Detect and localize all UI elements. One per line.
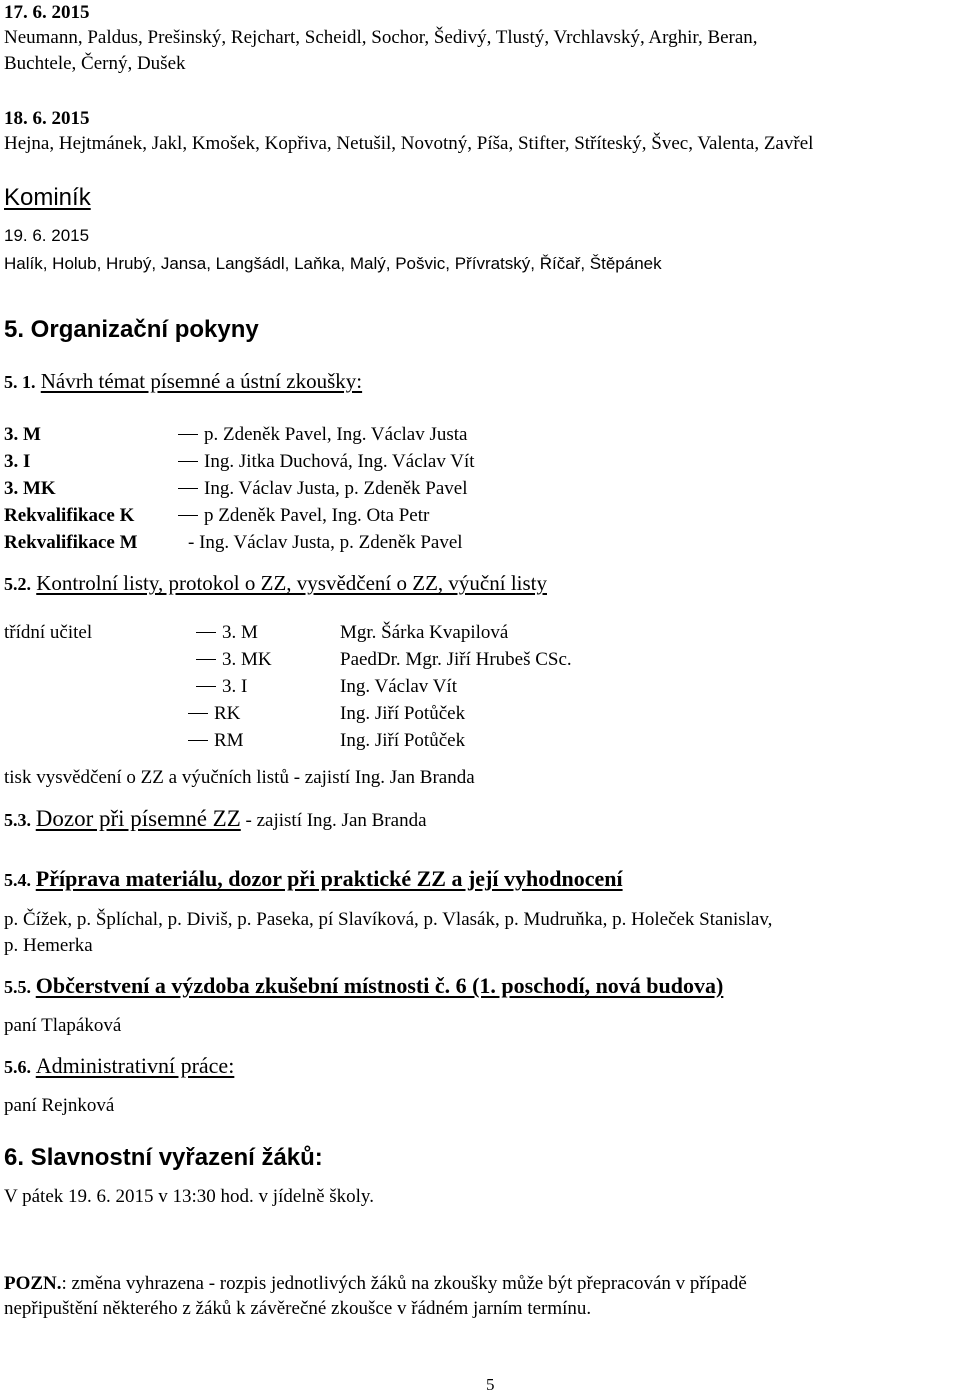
- dash-icon: [196, 659, 216, 661]
- s55-person: paní Tlapáková: [4, 1015, 122, 1036]
- section-5-3-rest: - zajistí Ing. Jan Branda: [245, 810, 427, 831]
- s51-who-4: - Ing. Václav Justa, p. Zdeněk Pavel: [188, 532, 463, 553]
- class-teacher-label: třídní učitel: [4, 622, 93, 643]
- date-19-6: 19. 6. 2015: [4, 226, 90, 245]
- names-18-6: Hejna, Hejtmánek, Jakl, Kmošek, Kopřiva, Netušil, Novotný, Píša, Stifter, Stříteský, Švec, Valenta, Zavřel: [4, 133, 814, 154]
- s52-class-1: [196, 649, 272, 671]
- section-5-2-title: Kontrolní listy, protokol o ZZ, vysvědčení o ZZ, výuční listy: [36, 571, 547, 595]
- dash-icon: [188, 740, 208, 742]
- section-5-title: 5. Organizační pokyny: [4, 316, 259, 343]
- dash-icon: [196, 632, 216, 634]
- section-5-5: [4, 973, 723, 999]
- s52-class-3: [188, 703, 240, 725]
- s51-who-2-text: Ing. Václav Justa, p. Zdeněk Pavel: [204, 478, 468, 499]
- section-5-3-title: Dozor při písemné ZZ: [35, 806, 241, 831]
- s52-who-0: Mgr. Šárka Kvapilová: [340, 622, 509, 643]
- s52-class-2: [196, 676, 247, 698]
- section-5-1: [4, 369, 362, 393]
- s51-who-1-text: Ing. Jitka Duchová, Ing. Václav Vít: [204, 451, 475, 472]
- heading-kominik: Kominík: [4, 184, 91, 211]
- names-19-6: Halík, Holub, Hrubý, Jansa, Langšádl, Laňka, Malý, Pošvic, Přívratský, Říčař, Štěpánek: [4, 254, 662, 273]
- s54-line1: p. Čížek, p. Šplíchal, p. Diviš, p. Paseka, pí Slavíková, p. Vlasák, p. Mudruňka, p. Holeček Stanislav,: [4, 909, 773, 930]
- page-number: 5: [486, 1375, 495, 1394]
- s51-who-1: [178, 451, 475, 473]
- names-17-6-line2: Buchtele, Černý, Dušek: [4, 53, 186, 74]
- section-5-6-number: 5.6.: [4, 1057, 31, 1077]
- s51-who-3-text: p Zdeněk Pavel, Ing. Ota Petr: [204, 505, 430, 526]
- section-5-4: [4, 866, 623, 892]
- note-line2: nepřipuštění některého z žáků k závěrečné zkoušce v řádném jarním termínu.: [4, 1298, 592, 1319]
- dash-icon: [178, 434, 198, 436]
- dash-icon: [196, 686, 216, 688]
- section-5-4-number: 5.4.: [4, 870, 31, 890]
- dash-icon: [178, 488, 198, 490]
- date-17-6: 17. 6. 2015: [4, 2, 90, 23]
- names-17-6-line1: Neumann, Paldus, Prešinský, Rejchart, Scheidl, Sochor, Šedivý, Tlustý, Vrchlavský, Arghir, Beran,: [4, 27, 758, 48]
- section-5-4-title: Příprava materiálu, dozor při praktické ZZ a její vyhodnocení: [35, 866, 623, 891]
- dash-icon: [178, 461, 198, 463]
- note-text-1: : změna vyhrazena - rozpis jednotlivých žáků na zkoušky může být přepracován v případě: [61, 1273, 747, 1294]
- note-label: POZN.: [4, 1273, 62, 1294]
- section-5-5-number: 5.5.: [4, 977, 31, 997]
- s51-class-4: Rekvalifikace M: [4, 532, 138, 553]
- s52-class-3-text: RK: [214, 703, 241, 724]
- s52-who-1: PaedDr. Mgr. Jiří Hrubeš CSc.: [340, 649, 572, 670]
- section-5-1-number: 5. 1.: [4, 372, 36, 392]
- s54-line2: p. Hemerka: [4, 935, 93, 956]
- s51-class-1: 3. I: [4, 451, 31, 472]
- s51-who-0: [178, 424, 467, 446]
- print-note: tisk vysvědčení o ZZ a výučních listů - zajistí Ing. Jan Branda: [4, 767, 475, 788]
- s52-class-1-text: 3. MK: [222, 649, 272, 670]
- s51-class-2: 3. MK: [4, 478, 56, 499]
- s52-class-4: [188, 730, 244, 752]
- s52-who-2: Ing. Václav Vít: [340, 676, 457, 697]
- note-line1: [4, 1273, 747, 1295]
- s52-who-4: Ing. Jiří Potůček: [340, 730, 466, 751]
- s51-who-3: [178, 505, 429, 527]
- section-6-text: V pátek 19. 6. 2015 v 13:30 hod. v jídelně školy.: [4, 1186, 374, 1207]
- section-5-3: [4, 806, 427, 832]
- section-5-6-title: Administrativní práce:: [35, 1053, 235, 1078]
- s56-person: paní Rejnková: [4, 1095, 115, 1116]
- section-5-2: [4, 571, 547, 595]
- s51-class-3: Rekvalifikace K: [4, 505, 135, 526]
- s51-class-0: 3. M: [4, 424, 41, 445]
- dash-icon: [188, 713, 208, 715]
- s52-class-0: [196, 622, 258, 644]
- s52-class-0-text: 3. M: [222, 622, 258, 643]
- s52-who-3: Ing. Jiří Potůček: [340, 703, 466, 724]
- s52-class-2-text: 3. I: [222, 676, 248, 697]
- s52-class-4-text: RM: [214, 730, 244, 751]
- section-5-2-number: 5.2.: [4, 574, 31, 594]
- date-18-6: 18. 6. 2015: [4, 108, 90, 129]
- section-6-title: 6. Slavnostní vyřazení žáků:: [4, 1144, 323, 1171]
- section-5-1-title: Návrh témat písemné a ústní zkoušky:: [40, 369, 363, 393]
- section-5-6: [4, 1053, 234, 1079]
- section-5-3-number: 5.3.: [4, 810, 31, 830]
- s51-who-0-text: p. Zdeněk Pavel, Ing. Václav Justa: [204, 424, 468, 445]
- section-5-5-title: Občerstvení a výzdoba zkušební místnosti č. 6 (1. poschodí, nová budova): [35, 973, 724, 998]
- s51-who-2: [178, 478, 467, 500]
- dash-icon: [178, 515, 198, 517]
